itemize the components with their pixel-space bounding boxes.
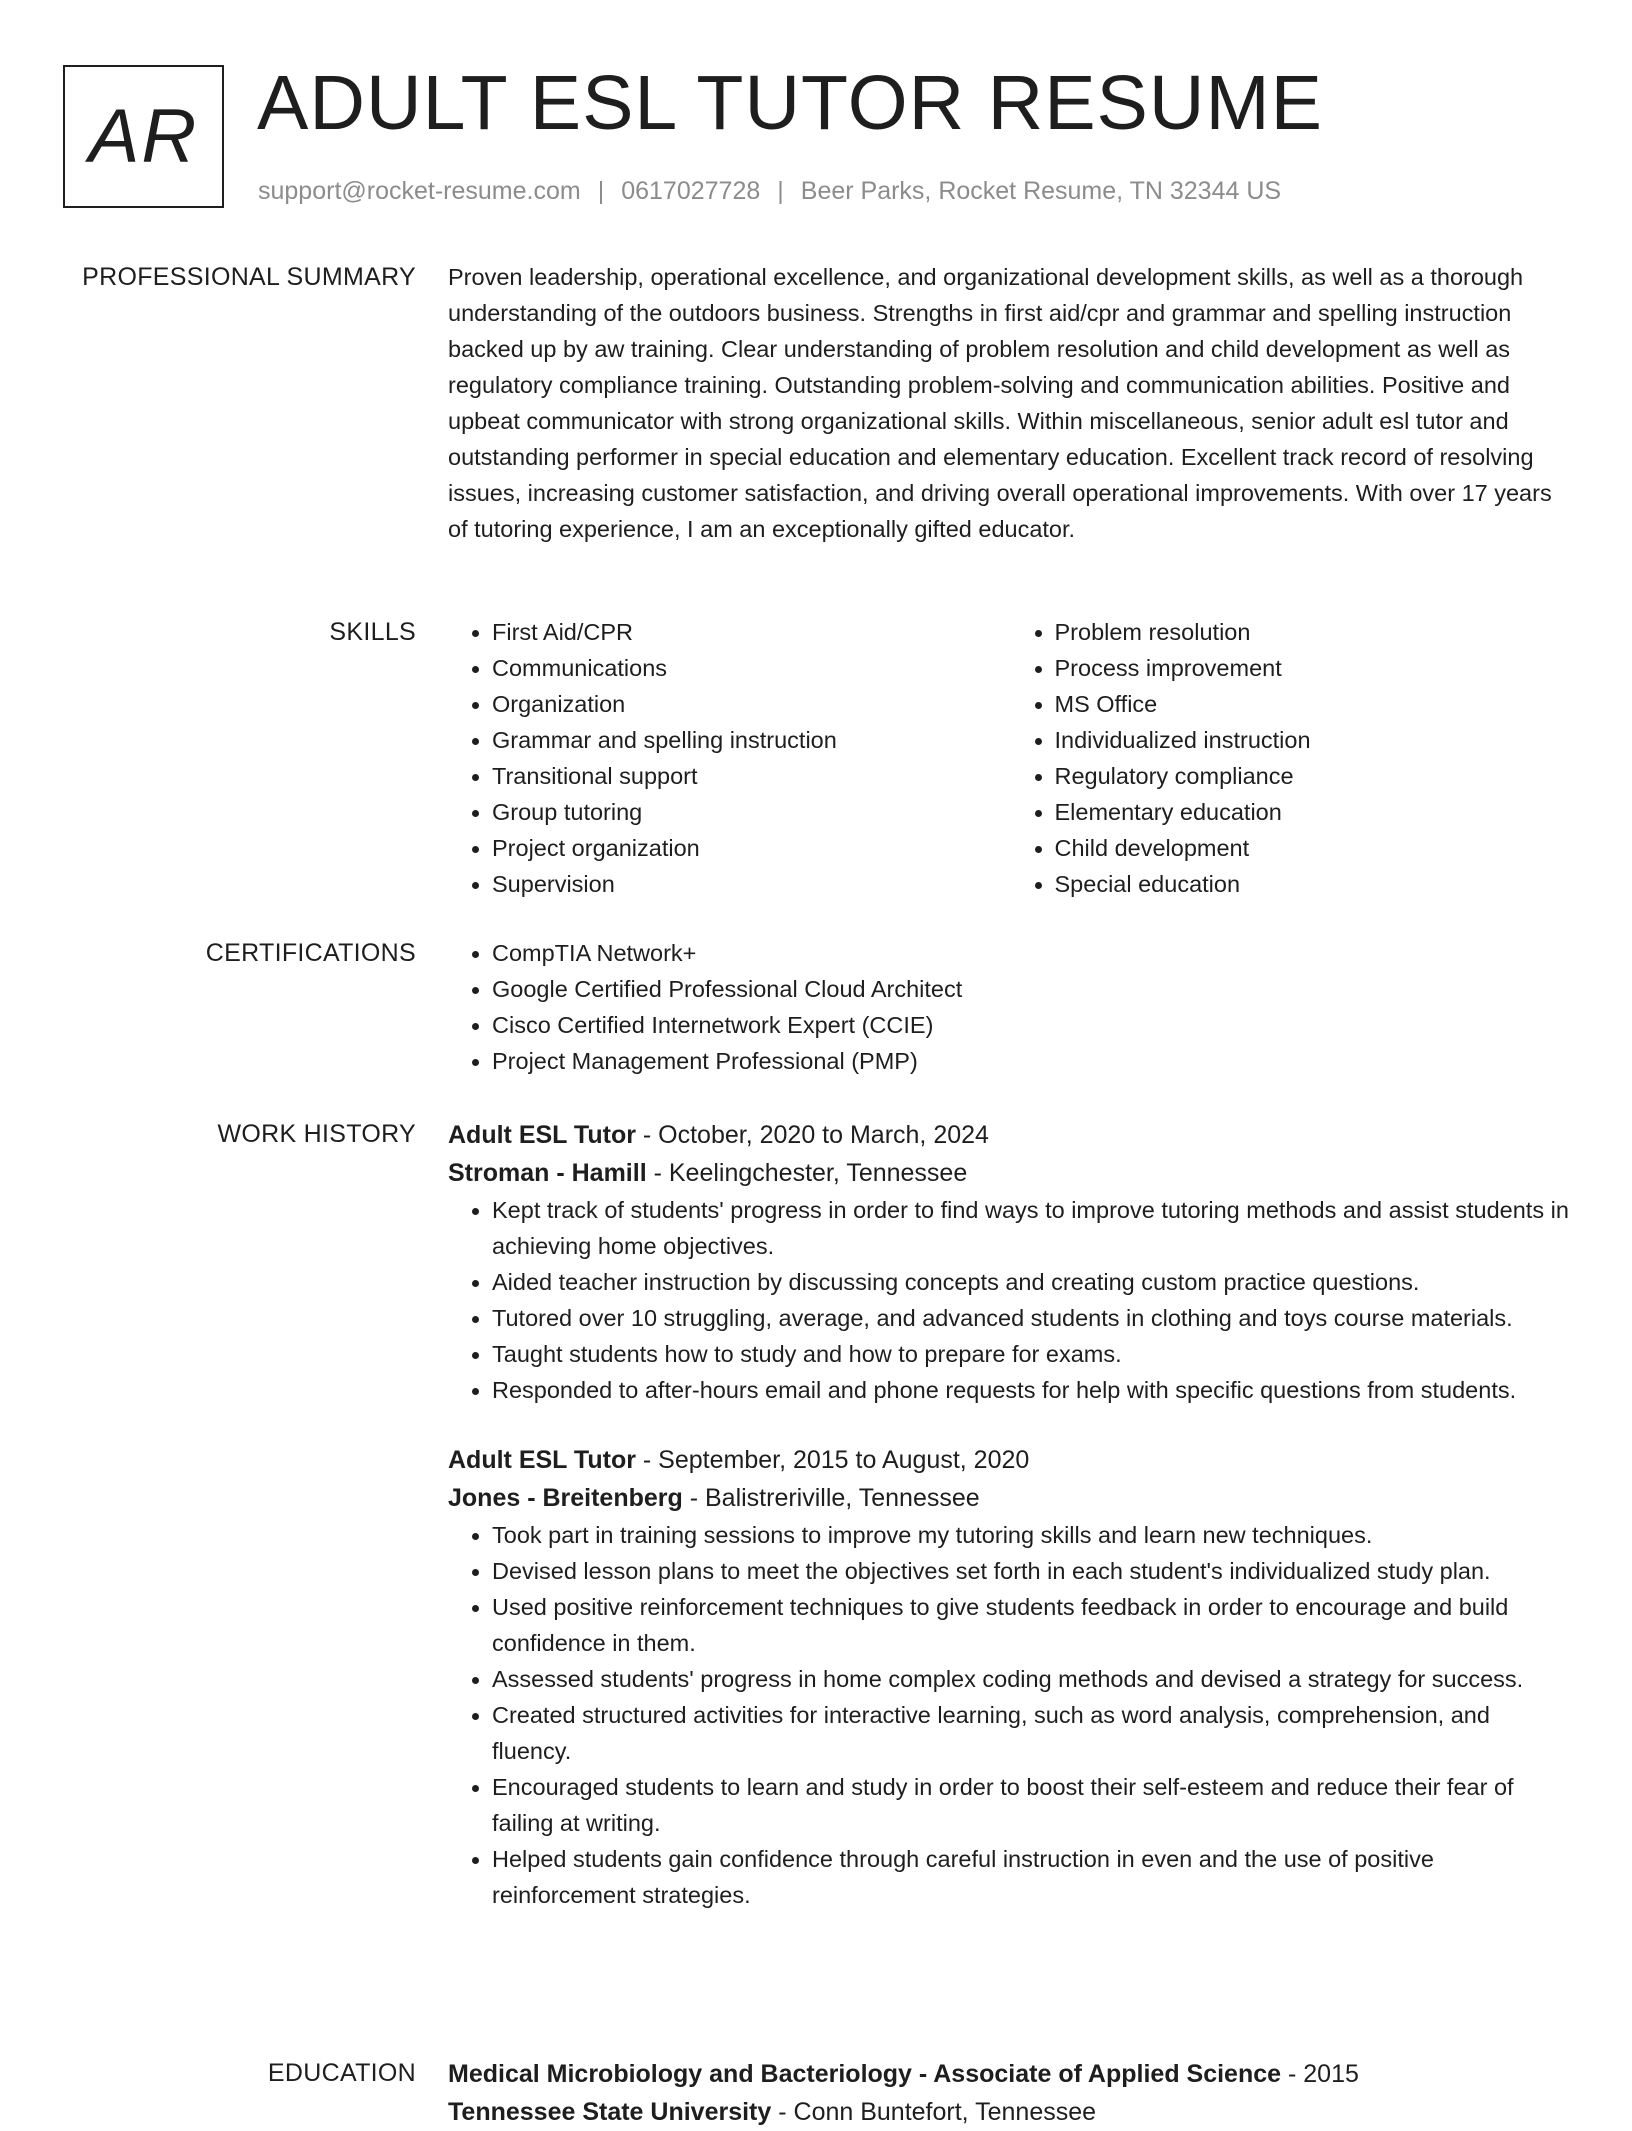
list-item: • CompTIA Network+ [492, 935, 1573, 971]
list-item: • Took part in training sessions to improve my tutoring skills and learn new techniques. [492, 1517, 1573, 1553]
list-item: • Kept track of students' progress in order to find ways to improve tutoring methods and assist students in achieving home objectives. [492, 1192, 1573, 1264]
summary-body [448, 259, 1573, 547]
job-employer: Jones - Breitenberg [448, 1484, 683, 1512]
education-degree-line [448, 2055, 1573, 2093]
skills-list-right [1011, 614, 1574, 902]
list-item: • Used positive reinforcement techniques to give students feedback in order to encourage and build confidence in them. [492, 1589, 1573, 1661]
job-entry [448, 1441, 1573, 1913]
list-item: • Tutored over 10 struggling, average, and advanced students in clothing and toys course materials. [492, 1300, 1573, 1336]
education-school-line [448, 2093, 1573, 2131]
resume-title: ADULT ESL TUTOR RESUME [257, 60, 1324, 146]
job-title: Adult ESL Tutor [448, 1446, 636, 1474]
skills-body [448, 614, 1573, 902]
job-title-line [448, 1116, 1573, 1154]
job-dates: - October, 2020 to March, 2024 [635, 1121, 989, 1149]
contact-separator: | [777, 177, 784, 205]
list-item: • Cisco Certified Internetwork Expert (CCIE) [492, 1007, 1573, 1043]
list-item: • Regulatory compliance [1055, 758, 1574, 794]
list-item: • Special education [1055, 866, 1574, 902]
list-item: • Taught students how to study and how to prepare for exams. [492, 1336, 1573, 1372]
list-item: • Created structured activities for interactive learning, such as word analysis, comprehension, and fluency. [492, 1697, 1573, 1769]
list-item: • Encouraged students to learn and study in order to boost their self-esteem and reduce their fear of failing at writing. [492, 1769, 1573, 1841]
list-item: • Supervision [492, 866, 1011, 902]
job-title-line [448, 1441, 1573, 1479]
list-item: • Devised lesson plans to meet the objectives set forth in each student's individualized study plan. [492, 1553, 1573, 1589]
list-item: • Organization [492, 686, 1011, 722]
section-label-summary: PROFESSIONAL SUMMARY [82, 263, 416, 291]
list-item: • Google Certified Professional Cloud Architect [492, 971, 1573, 1007]
job-employer-line [448, 1479, 1573, 1517]
section-label-education: EDUCATION [267, 2059, 416, 2087]
contact-line [258, 174, 1281, 208]
job-employer-line [448, 1154, 1573, 1192]
list-item: • Project organization [492, 830, 1011, 866]
job-duties-list [448, 1517, 1573, 1913]
list-item: • Assessed students' progress in home complex coding methods and devised a strategy for success. [492, 1661, 1573, 1697]
section-label-certifications: CERTIFICATIONS [205, 939, 416, 967]
certifications-list [448, 935, 1573, 1079]
list-item: • Project Management Professional (PMP) [492, 1043, 1573, 1079]
list-item: • Responded to after-hours email and phone requests for help with specific questions from students. [492, 1372, 1573, 1408]
job-duties-list [448, 1192, 1573, 1408]
list-item: • Elementary education [1055, 794, 1574, 830]
job-title: Adult ESL Tutor [448, 1121, 636, 1149]
job-employer: Stroman - Hamill [448, 1159, 647, 1187]
list-item: • Helped students gain confidence through careful instruction in even and the use of positive reinforcement strategies. [492, 1841, 1573, 1913]
list-item: • First Aid/CPR [492, 614, 1011, 650]
work-history-body [448, 1116, 1573, 1913]
education-location: - Conn Buntefort, Tennessee [771, 2098, 1097, 2126]
contact-email: support@rocket-resume.com [258, 177, 581, 205]
list-item: • Communications [492, 650, 1011, 686]
job-dates: - September, 2015 to August, 2020 [635, 1446, 1030, 1474]
certifications-body [448, 935, 1573, 1079]
education-body [448, 2055, 1573, 2131]
contact-phone: 0617027728 [621, 177, 761, 205]
education-school: Tennessee State University [448, 2098, 772, 2126]
job-location: - Keelingchester, Tennessee [646, 1159, 968, 1187]
list-item: • Child development [1055, 830, 1574, 866]
list-item: • Individualized instruction [1055, 722, 1574, 758]
list-item: • Process improvement [1055, 650, 1574, 686]
list-item: • Transitional support [492, 758, 1011, 794]
section-label-work-history: WORK HISTORY [217, 1120, 416, 1148]
list-item: • MS Office [1055, 686, 1574, 722]
summary-text: Proven leadership, operational excellence, and organizational development skills, as well as a thorough understanding of the outdoors business. Strengths in first aid/cpr and grammar and spelling instruction backed up by aw training. Clear understanding of problem resolution and child development as well as regulatory compliance training. Outstanding problem-solving and communication abilities. Positive and upbeat communicator with strong organizational skills. Within miscellaneous, senior adult esl tutor and outstanding performer in special education and elementary education. Excellent track record of resolving issues, increasing customer satisfaction, and driving overall operational improvements. With over 17 years of tutoring experience, I am an exceptionally gifted educator. [448, 264, 1552, 542]
job-entry [448, 1116, 1573, 1408]
contact-separator: | [597, 177, 605, 205]
monogram-initials: AR [88, 93, 199, 179]
monogram-badge [63, 65, 224, 208]
list-item: • Aided teacher instruction by discussing concepts and creating custom practice questions. [492, 1264, 1573, 1300]
job-location: - Balistreriville, Tennessee [682, 1484, 980, 1512]
list-item: • Grammar and spelling instruction [492, 722, 1011, 758]
list-item: • Group tutoring [492, 794, 1011, 830]
contact-address: Beer Parks, Rocket Resume, TN 32344 US [800, 177, 1282, 205]
skills-list-left [448, 614, 1011, 902]
list-item: • Problem resolution [1055, 614, 1574, 650]
education-year: - 2015 [1281, 2060, 1359, 2088]
education-degree: Medical Microbiology and Bacteriology - Associate of Applied Science [448, 2060, 1282, 2088]
section-label-skills: SKILLS [329, 618, 416, 646]
